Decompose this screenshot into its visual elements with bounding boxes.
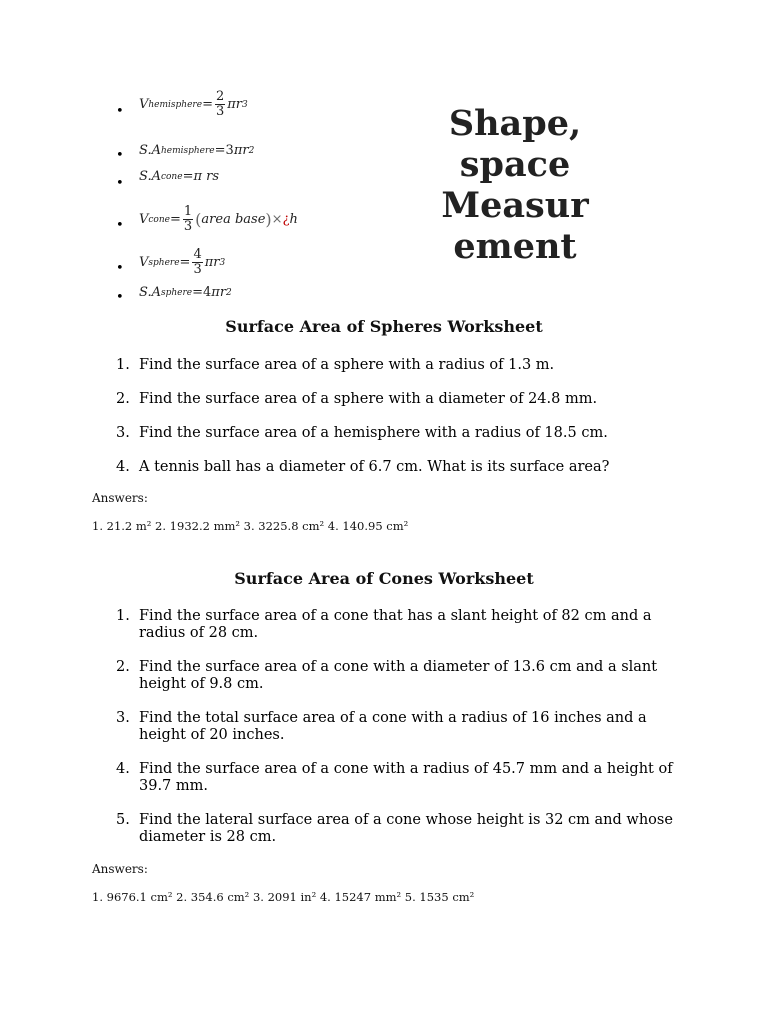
question-text: Find the surface area of a sphere with a radius of 1.3 m. [139,357,555,373]
formula-hemisphere-volume [108,90,408,120]
formula-equals: = [179,255,191,270]
question-text: Find the surface area of a cone that has a slant height of 82 cm and a radius of 28 cm. [139,608,652,641]
formula-exponent: 3 [242,99,248,110]
cones-answers-label: Answers: [92,862,148,876]
question-text: Find the lateral surface area of a cone whose height is 32 cm and whose diameter is 28 cm. [139,812,673,845]
question-number: 3. [116,425,130,441]
formula-cone-surface-area [108,162,408,192]
formula-subscript: hemisphere [148,99,203,110]
question-text: Find the surface area of a sphere with a diameter of 24.8 mm. [139,391,598,407]
question-text: Find the surface area of a cone with a diameter of 13.6 cm and a slant height of 9.8 cm. [139,659,658,692]
formula-subscript: cone [148,214,170,225]
formula-equals: = [169,212,181,227]
bullet: • [116,148,124,163]
formula-cone-volume [108,204,408,234]
fraction-numerator: 4 [193,247,202,262]
list-item [108,459,688,476]
formula-subscript: sphere [160,287,193,298]
spheres-question-list [108,357,688,476]
open-paren: ( [195,210,202,229]
formula-hemisphere-surface-area [108,134,408,164]
fraction-denominator: 3 [183,219,193,234]
spheres-worksheet-heading: Surface Area of Spheres Worksheet [225,317,543,336]
formula-term: πr [204,255,220,270]
formula-subscript: sphere [148,257,180,268]
formula-sphere-surface-area [108,276,408,306]
title-line: ement [453,226,577,267]
spheres-answers: 1. 21.2 m² 2. 1932.2 mm² 3. 3225.8 cm² 4. 140.95 cm² [92,519,409,533]
question-text: Find the surface area of a cone with a radius of 45.7 mm and a height of 39.7 mm. [139,761,673,794]
list-item [108,710,688,744]
formula-sphere-volume [108,247,408,277]
question-number: 5. [116,812,130,828]
formula-term: h [289,212,298,227]
question-number: 4. [116,459,130,475]
list-item [108,608,688,642]
formula-lhs: V [139,212,149,227]
fraction-numerator: 1 [183,204,193,219]
formula-equals: =3 [214,143,234,158]
bullet: • [116,290,124,305]
spheres-answers-label: Answers: [92,491,148,505]
question-text: A tennis ball has a diameter of 6.7 cm. What is its surface area? [139,459,610,475]
bullet: • [116,261,124,276]
formula-equals: = [202,97,213,112]
fraction [192,248,202,277]
formula-term: π rs [193,169,220,184]
question-text: Find the surface area of a hemisphere with a radius of 18.5 cm. [139,425,608,441]
bullet: • [116,104,124,119]
formula-subscript: cone [160,171,183,182]
formula-lhs: V [139,97,149,112]
formula-term: area base [201,212,266,227]
title-line: space [459,144,571,185]
formula-exponent: 2 [248,145,255,156]
cones-answers: 1. 9676.1 cm² 2. 354.6 cm² 3. 2091 in² 4. 15247 mm² 5. 1535 cm² [92,890,475,904]
list-item [108,357,688,374]
formula-equals: = [182,169,194,184]
cones-question-list [108,608,688,846]
list-item [108,761,688,795]
fraction-denominator: 3 [193,262,202,277]
formula-equals: =4 [192,285,212,300]
fraction [215,90,225,119]
question-text: Find the total surface area of a cone with a radius of 16 inches and a height of 20 inches. [139,710,647,743]
formula-lhs: V [139,255,149,270]
formula-lhs: S.A [139,143,161,158]
page-title [415,103,615,267]
fraction-numerator: 2 [215,89,225,104]
question-number: 2. [116,659,130,675]
bullet: • [116,218,124,233]
question-number: 2. [116,391,130,407]
title-line: Measur [441,185,589,226]
question-number: 1. [116,357,130,373]
formula-lhs: S.A [139,285,161,300]
times-sign: × [271,212,283,227]
error-mark: ¿ [282,212,290,227]
list-item [108,391,688,408]
list-item [108,425,688,442]
formula-term: πr [233,143,249,158]
formula-exponent: 3 [219,257,226,268]
formula-exponent: 2 [226,287,232,298]
list-item [108,659,688,693]
fraction-denominator: 3 [215,104,225,119]
question-number: 4. [116,761,130,777]
cones-worksheet-heading: Surface Area of Cones Worksheet [234,569,534,588]
close-paren: ) [265,210,272,229]
list-item [108,812,688,846]
title-line: Shape, [448,103,582,144]
question-number: 1. [116,608,130,624]
fraction [183,205,193,234]
formula-lhs: S.A [139,169,161,184]
formula-subscript: hemisphere [160,145,215,156]
question-number: 3. [116,710,130,726]
bullet: • [116,176,124,191]
formula-term: πr [211,285,227,300]
formula-term: πr [227,97,243,112]
